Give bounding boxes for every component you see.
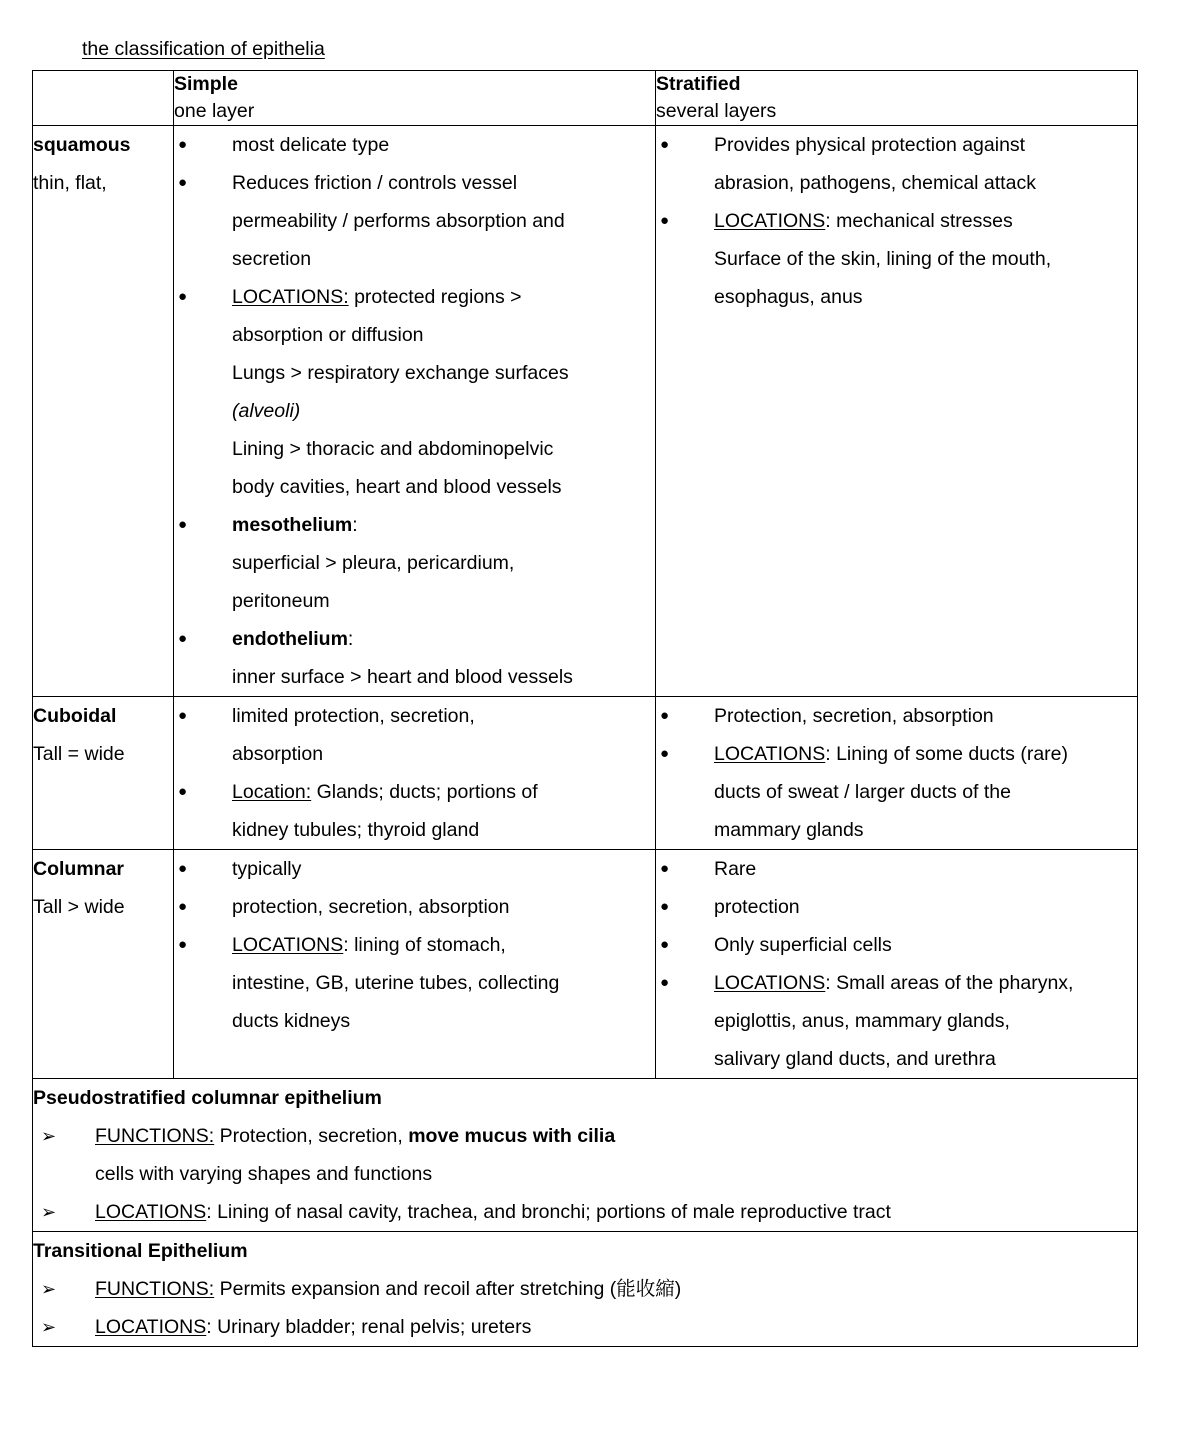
bullet-item bbox=[656, 697, 1137, 735]
bullet-item bbox=[656, 888, 1137, 926]
emphasis-bold: mesothelium bbox=[232, 514, 353, 536]
arrow-item bbox=[33, 1193, 1137, 1231]
emphasis-underline: LOCATIONS bbox=[232, 934, 344, 956]
pseudostratified-section bbox=[33, 1079, 1138, 1232]
bullet-item bbox=[656, 126, 1137, 164]
page-title: the classification of epithelia bbox=[82, 38, 325, 60]
transitional-section bbox=[33, 1232, 1138, 1347]
category-cell bbox=[33, 697, 174, 850]
simple-bullet-list bbox=[174, 697, 655, 849]
table-header-row bbox=[33, 71, 1138, 126]
bullet-item bbox=[174, 888, 655, 926]
arrow-item bbox=[33, 1270, 1137, 1308]
line-text: intestine, GB, uterine tubes, collecting bbox=[232, 972, 560, 994]
emphasis-underline: FUNCTIONS: bbox=[95, 1125, 215, 1147]
bullet-continuation bbox=[656, 1040, 1137, 1078]
line-text: typically bbox=[232, 858, 302, 880]
line-text: absorption or diffusion bbox=[232, 324, 424, 346]
line-text: esophagus, anus bbox=[714, 286, 863, 308]
line-text: Lining > thoracic and abdominopelvic bbox=[232, 438, 554, 460]
bullet-continuation bbox=[174, 468, 655, 506]
section-title: Pseudostratified columnar epithelium bbox=[33, 1087, 382, 1109]
line-text: ducts kidneys bbox=[232, 1010, 351, 1032]
bullet-item bbox=[174, 926, 655, 964]
bullet-continuation bbox=[656, 811, 1137, 849]
arrow-item bbox=[33, 1117, 1137, 1155]
line-text: Glands; ducts; portions of bbox=[311, 781, 538, 803]
line-text: Only superficial cells bbox=[714, 934, 892, 956]
simple-cell bbox=[174, 850, 656, 1079]
line-text: Lungs > respiratory exchange surfaces bbox=[232, 362, 569, 384]
category-cell bbox=[33, 126, 174, 697]
line-text: limited protection, secretion, bbox=[232, 705, 475, 727]
bullet-continuation bbox=[174, 811, 655, 849]
simple-cell bbox=[174, 697, 656, 850]
emphasis-underline: Location: bbox=[232, 781, 312, 803]
bullet-continuation bbox=[174, 964, 655, 1002]
header-stratified-title: Stratified bbox=[656, 73, 741, 95]
line-text: epiglottis, anus, mammary glands, bbox=[714, 1010, 1010, 1032]
emphasis-bold: move mucus with cilia bbox=[408, 1125, 616, 1147]
bullet-continuation bbox=[174, 658, 655, 696]
header-cell-stratified bbox=[656, 71, 1138, 126]
bullet-continuation bbox=[174, 430, 655, 468]
header-stratified-sub: several layers bbox=[656, 100, 777, 122]
bullet-item bbox=[174, 620, 655, 658]
line-text: Provides physical protection against bbox=[714, 134, 1026, 156]
bullet-item bbox=[174, 278, 655, 316]
emphasis-underline: LOCATIONS bbox=[95, 1201, 207, 1223]
line-text: protection, secretion, absorption bbox=[232, 896, 510, 918]
line-text: : bbox=[347, 628, 354, 650]
line-text: mammary glands bbox=[714, 819, 864, 841]
header-simple-title: Simple bbox=[174, 73, 238, 95]
bullet-continuation bbox=[174, 544, 655, 582]
section-item-list bbox=[33, 1117, 1137, 1231]
line-text: Permits expansion and recoil after stretching (能收縮) bbox=[214, 1278, 682, 1300]
arrow-continuation bbox=[33, 1155, 1137, 1193]
emphasis-underline: LOCATIONS bbox=[714, 972, 826, 994]
stratified-bullet-list bbox=[656, 126, 1137, 316]
bullet-item bbox=[656, 850, 1137, 888]
bullet-continuation bbox=[656, 164, 1137, 202]
bullet-continuation bbox=[174, 1002, 655, 1040]
bullet-continuation bbox=[656, 278, 1137, 316]
header-cell-simple bbox=[174, 71, 656, 126]
line-text: protection bbox=[714, 896, 800, 918]
arrow-item bbox=[33, 1308, 1137, 1346]
bullet-continuation bbox=[656, 240, 1137, 278]
line-text: Protection, secretion, absorption bbox=[714, 705, 994, 727]
line-text: : bbox=[352, 514, 358, 536]
bullet-item bbox=[174, 506, 655, 544]
line-text: superficial > pleura, pericardium, bbox=[232, 552, 515, 574]
line-text: cells with varying shapes and functions bbox=[95, 1163, 433, 1185]
simple-bullet-list bbox=[174, 126, 655, 696]
bullet-item bbox=[656, 735, 1137, 773]
category-name: Cuboidal bbox=[33, 705, 117, 727]
bullet-continuation bbox=[174, 240, 655, 278]
bullet-item bbox=[174, 773, 655, 811]
category-desc: Tall > wide bbox=[33, 896, 125, 918]
stratified-cell bbox=[656, 697, 1138, 850]
category-desc: thin, flat, bbox=[33, 172, 107, 194]
line-text: body cavities, heart and blood vessels bbox=[232, 476, 562, 498]
line-text: abrasion, pathogens, chemical attack bbox=[714, 172, 1036, 194]
line-text: secretion bbox=[232, 248, 312, 270]
line-text: : mechanical stresses bbox=[825, 210, 1013, 232]
category-name: squamous bbox=[33, 134, 131, 156]
line-text: Reduces friction / controls vessel bbox=[232, 172, 518, 194]
line-text: peritoneum bbox=[232, 590, 330, 612]
bullet-continuation bbox=[656, 1002, 1137, 1040]
emphasis-underline: FUNCTIONS: bbox=[95, 1278, 215, 1300]
line-text: absorption bbox=[232, 743, 324, 765]
section-title: Transitional Epithelium bbox=[33, 1240, 248, 1262]
category-name: Columnar bbox=[33, 858, 125, 880]
table-row bbox=[33, 126, 1138, 697]
bullet-continuation bbox=[174, 582, 655, 620]
line-text: Rare bbox=[714, 858, 757, 880]
bullet-continuation bbox=[174, 202, 655, 240]
line-text: ducts of sweat / larger ducts of the bbox=[714, 781, 1011, 803]
bullet-continuation bbox=[656, 773, 1137, 811]
line-text: (alveoli) bbox=[232, 400, 301, 422]
header-simple-sub: one layer bbox=[174, 100, 255, 122]
emphasis-underline: LOCATIONS: bbox=[232, 286, 349, 308]
bullet-item bbox=[174, 697, 655, 735]
section-row bbox=[33, 1232, 1138, 1347]
line-text: Protection, secretion, bbox=[214, 1125, 409, 1147]
simple-bullet-list bbox=[174, 850, 655, 1040]
simple-cell bbox=[174, 126, 656, 697]
bullet-item bbox=[174, 850, 655, 888]
section-item-list bbox=[33, 1270, 1137, 1346]
stratified-bullet-list bbox=[656, 850, 1137, 1078]
line-text: : Lining of nasal cavity, trachea, and bronchi; portions of male reproductive tract bbox=[206, 1201, 891, 1223]
category-cell bbox=[33, 850, 174, 1079]
bullet-item bbox=[656, 964, 1137, 1002]
table-row bbox=[33, 697, 1138, 850]
stratified-bullet-list bbox=[656, 697, 1137, 849]
bullet-continuation bbox=[174, 392, 655, 430]
emphasis-underline: LOCATIONS bbox=[714, 210, 826, 232]
bullet-continuation bbox=[174, 354, 655, 392]
line-text: : Small areas of the pharynx, bbox=[825, 972, 1074, 994]
bullet-item bbox=[174, 164, 655, 202]
line-text: inner surface > heart and blood vessels bbox=[232, 666, 573, 688]
line-text: most delicate type bbox=[232, 134, 390, 156]
emphasis-underline: LOCATIONS bbox=[95, 1316, 207, 1338]
bullet-item bbox=[656, 202, 1137, 240]
line-text: : Lining of some ducts (rare) bbox=[825, 743, 1069, 765]
bullet-item bbox=[656, 926, 1137, 964]
emphasis-underline: LOCATIONS bbox=[714, 743, 826, 765]
line-text: : Urinary bladder; renal pelvis; ureters bbox=[206, 1316, 532, 1338]
stratified-cell bbox=[656, 126, 1138, 697]
bullet-item bbox=[174, 126, 655, 164]
stratified-cell bbox=[656, 850, 1138, 1079]
bullet-continuation bbox=[174, 735, 655, 773]
line-text: permeability / performs absorption and bbox=[232, 210, 565, 232]
line-text: : lining of stomach, bbox=[343, 934, 506, 956]
bullet-continuation bbox=[174, 316, 655, 354]
line-text: kidney tubules; thyroid gland bbox=[232, 819, 480, 841]
line-text: Surface of the skin, lining of the mouth, bbox=[714, 248, 1052, 270]
line-text: salivary gland ducts, and urethra bbox=[714, 1048, 996, 1070]
line-text: protected regions > bbox=[348, 286, 522, 308]
category-desc: Tall = wide bbox=[33, 743, 125, 765]
header-corner-cell bbox=[33, 71, 174, 126]
section-row bbox=[33, 1079, 1138, 1232]
table-row bbox=[33, 850, 1138, 1079]
epithelia-classification-table bbox=[32, 70, 1138, 1347]
table-body bbox=[33, 71, 1138, 1347]
emphasis-bold: endothelium bbox=[232, 628, 348, 650]
